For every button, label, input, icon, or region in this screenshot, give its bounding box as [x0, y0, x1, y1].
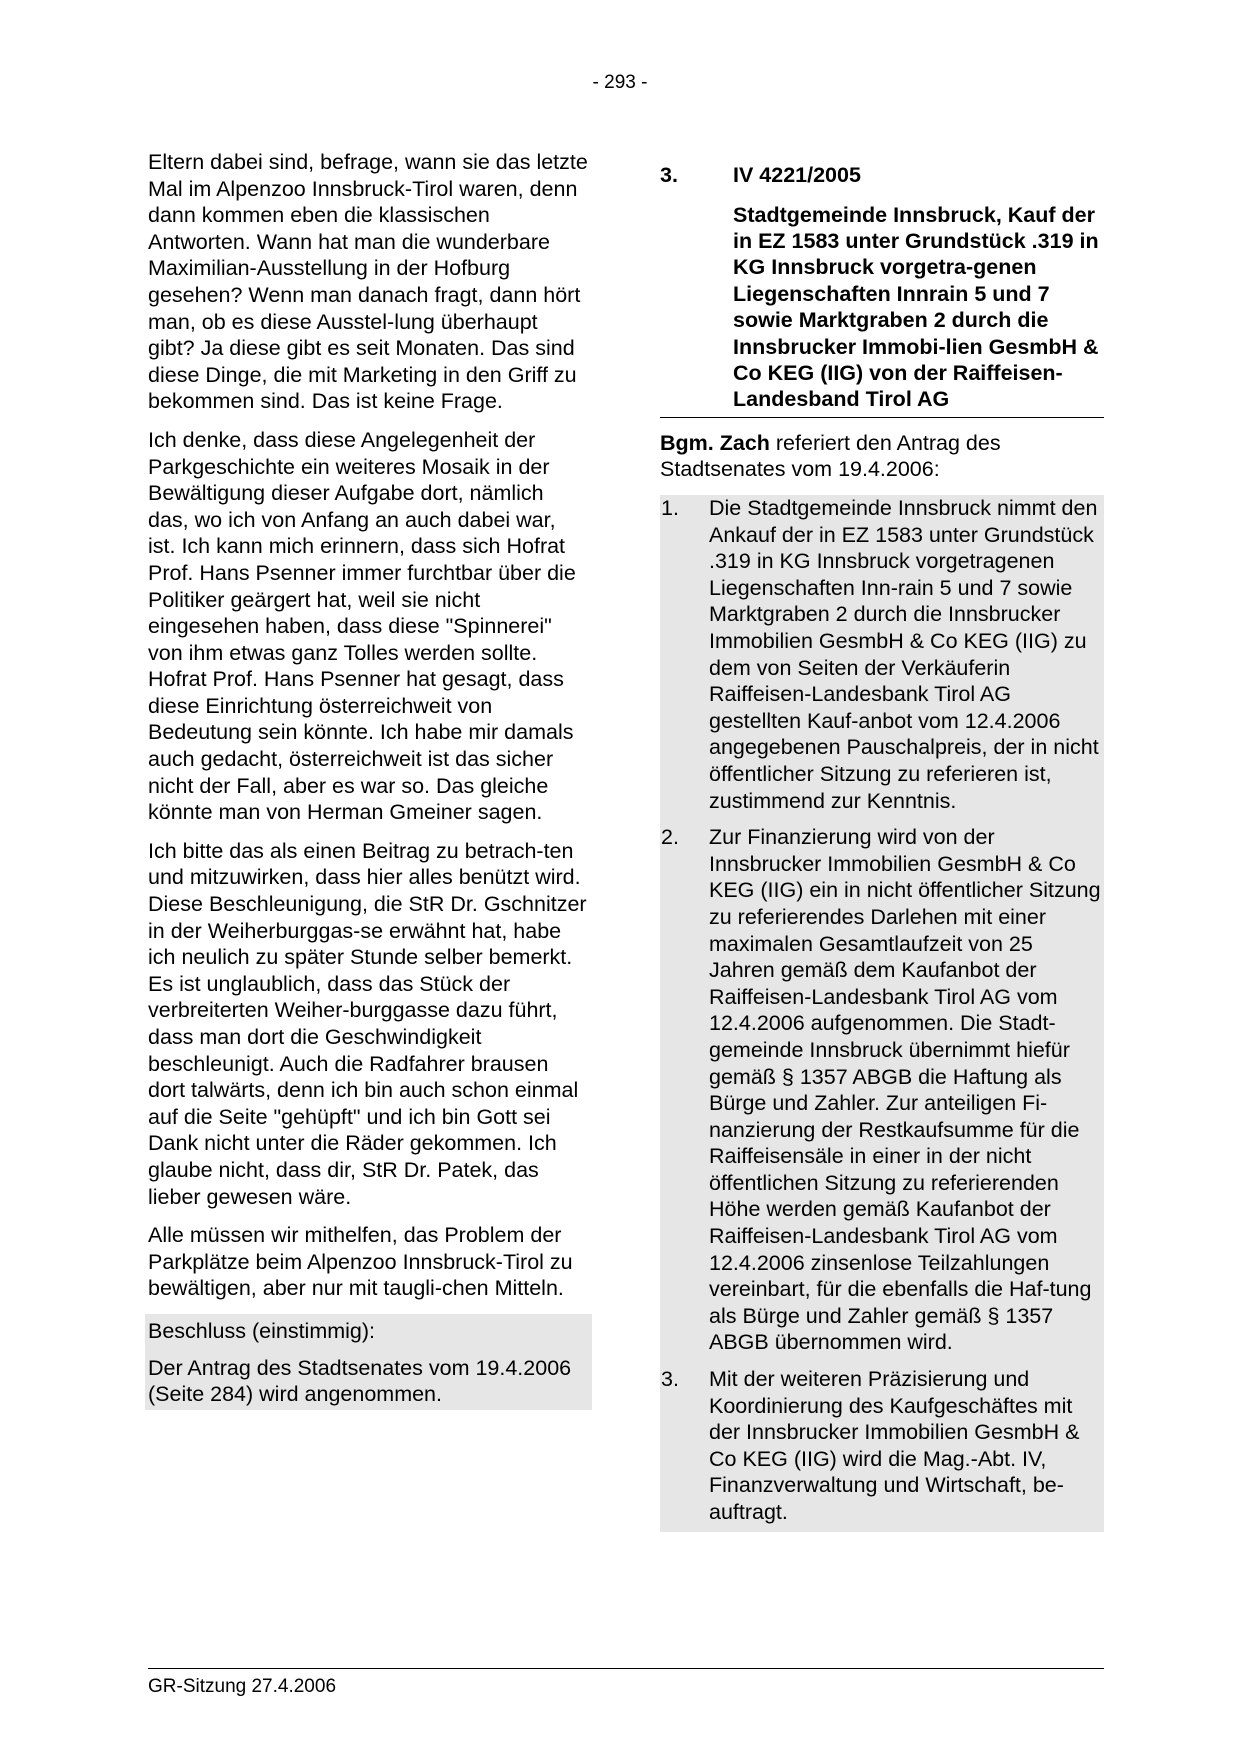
paragraph: Ich bitte das als einen Beitrag zu betrach-ten und mitzuwirken, dass hier alles benützt wird. Diese Beschleunigung, die StR Dr. Gschnitzer in der Weiherburggas-se erwähnt hat, habe ich neulich zu später Stunde selber bemerkt. Es ist unglaublich, dass das Stück der verbreiterten Weiher-burggasse dazu führt, dass man dort die Geschwindigkeit beschleunigt. Auch die Radfahrer brausen dort talwärts, denn ich bin auch schon einmal auf die Seite "gehüpft" und ich bin Gott sei Dank nicht unter die Räder gekommen. Ich glaube nicht, dass dir, StR Dr. Patek, das lieber gewesen wäre. — [148, 838, 587, 1209]
paragraph: Ich denke, dass diese Angelegenheit der Parkgeschichte ein weiteres Mosaik in der Bewältigung dieser Aufgabe dort, nämlich das, wo ich von Anfang an auch dabei war, ist. Ich kann mich erinnern, dass sich Hofrat Prof. Hans Psenner immer furchtbar über die Politiker geärgert hat, weil sie nicht eingesehen haben, dass diese "Spinnerei" von ihm etwas ganz Tolles werden sollte. Hofrat Prof. Hans Psenner hat gesagt, dass diese Einrichtung österreichweit von Bedeutung sein könnte. Ich habe mir damals auch gedacht, österreichweit ist das sicher nicht der Fall, aber es war so. Das gleiche könnte man von Herman Gmeiner sagen. — [148, 427, 576, 825]
speaker-name: Bgm. Zach — [660, 430, 770, 455]
decision-label: Beschluss (einstimmig): — [148, 1318, 375, 1343]
left-column — [148, 149, 588, 1410]
intro-text: referiert den Antrag des Stadtsenates vom 19.4.2006: — [660, 430, 1001, 482]
resolution-item-text: Mit der weiteren Präzisierung und Koordinierung des Kaufgeschäftes mit der Innsbrucker Immobilien GesmbH & Co KEG (IIG) wird die Mag.-Abt. IV, Finanzverwaltung und Wirtschaft, be-auftragt. — [709, 1367, 1080, 1524]
page-number: - 293 - — [592, 72, 648, 93]
decision-box — [145, 1314, 592, 1410]
resolution-item-text: Zur Finanzierung wird von der Innsbrucker Immobilien GesmbH & Co KEG (IIG) ein in nicht öffentlicher Sitzung zu referierendes Darlehen mit einer maximalen Gesamtlaufzeit von 25 Jahren gemäß dem Kaufanbot der Raiffeisen-Landesbank Tirol AG vom 12.4.2006 aufgenommen. Die Stadt-gemeinde Innsbruck übernimmt hiefür gemäß § 1357 ABGB die Haftung als Bürge und Zahler. Zur anteiligen Fi-nanzierung der Restkaufsumme für die Raiffeisensäle in einer in der nicht öffentlichen Sitzung zu referierenden Höhe werden gemäß Kaufanbot der Raiffeisen-Landesbank Tirol AG vom 12.4.2006 zinsenlose Teilzahlungen vereinbart, für die ebenfalls die Haf-tung als Bürge und Zahler gemäß § 1357 ABGB übernommen wird. — [709, 825, 1101, 1355]
agenda-item-title: Stadtgemeinde Innsbruck, Kauf der in EZ 1583 unter Grundstück .319 in KG Innsbruck vorgetra-genen Liegenschaften Innrain 5 und 7 sowie Marktgraben 2 durch die Innsbrucker Immobi-lien GesmbH & Co KEG (IIG) von der Raiffeisen-Landesband Tirol AG — [733, 202, 1099, 412]
paragraph: Alle müssen wir mithelfen, das Problem der Parkplätze beim Alpenzoo Innsbruck-Tirol zu bewältigen, aber nur mit taugli-chen Mitteln. — [148, 1223, 573, 1301]
resolution-item-text: Die Stadtgemeinde Innsbruck nimmt den Ankauf der in EZ 1583 unter Grundstück .319 in KG Innsbruck vorgetragenen Liegenschaften Inn-rain 5 und 7 sowie Marktgraben 2 durch die Innsbrucker Immobilien GesmbH & Co KEG (IIG) zu dem von Seiten der Verkäuferin Raiffeisen-Landesbank Tirol AG gestellten Kauf-anbot vom 12.4.2006 angegebenen Pauschalpreis, der in nicht öffentlicher Sitzung zu referieren ist, zustimmend zur Kenntnis. — [709, 496, 1099, 813]
agenda-item-code: IV 4221/2005 — [733, 163, 861, 187]
intro-paragraph — [660, 430, 1104, 483]
footer-divider — [148, 1668, 1104, 1669]
resolution-item-number: 2. — [661, 825, 679, 850]
resolution-item — [660, 495, 1101, 814]
paragraph: Eltern dabei sind, befrage, wann sie das letzte Mal im Alpenzoo Innsbruck-Tirol waren, denn dann kommen eben die klassischen Antworten. Wann hat man die wunderbare Maximilian-Ausstellung in der Hofburg gesehen? Wenn man danach fragt, dann hört man, ob es diese Ausstel-lung überhaupt gibt? Ja diese gibt es seit Monaten. Das sind diese Dinge, die mit Marketing in den Griff zu bekommen sind. Das ist keine Frage. — [148, 150, 588, 414]
resolution-item — [660, 1366, 1101, 1526]
resolution-item-number: 3. — [661, 1367, 679, 1392]
right-column — [660, 162, 1104, 1532]
footer-session-date: GR-Sitzung 27.4.2006 — [148, 1676, 337, 1697]
decision-text: Der Antrag des Stadtsenates vom 19.4.2006 (Seite 284) wird angenommen. — [148, 1355, 572, 1407]
resolution-box — [660, 495, 1104, 1532]
heading-divider — [660, 417, 1104, 418]
resolution-item — [660, 824, 1101, 1356]
resolution-item-number: 1. — [661, 496, 679, 521]
agenda-item-number: 3. — [660, 163, 678, 187]
agenda-item-heading — [660, 162, 1104, 189]
